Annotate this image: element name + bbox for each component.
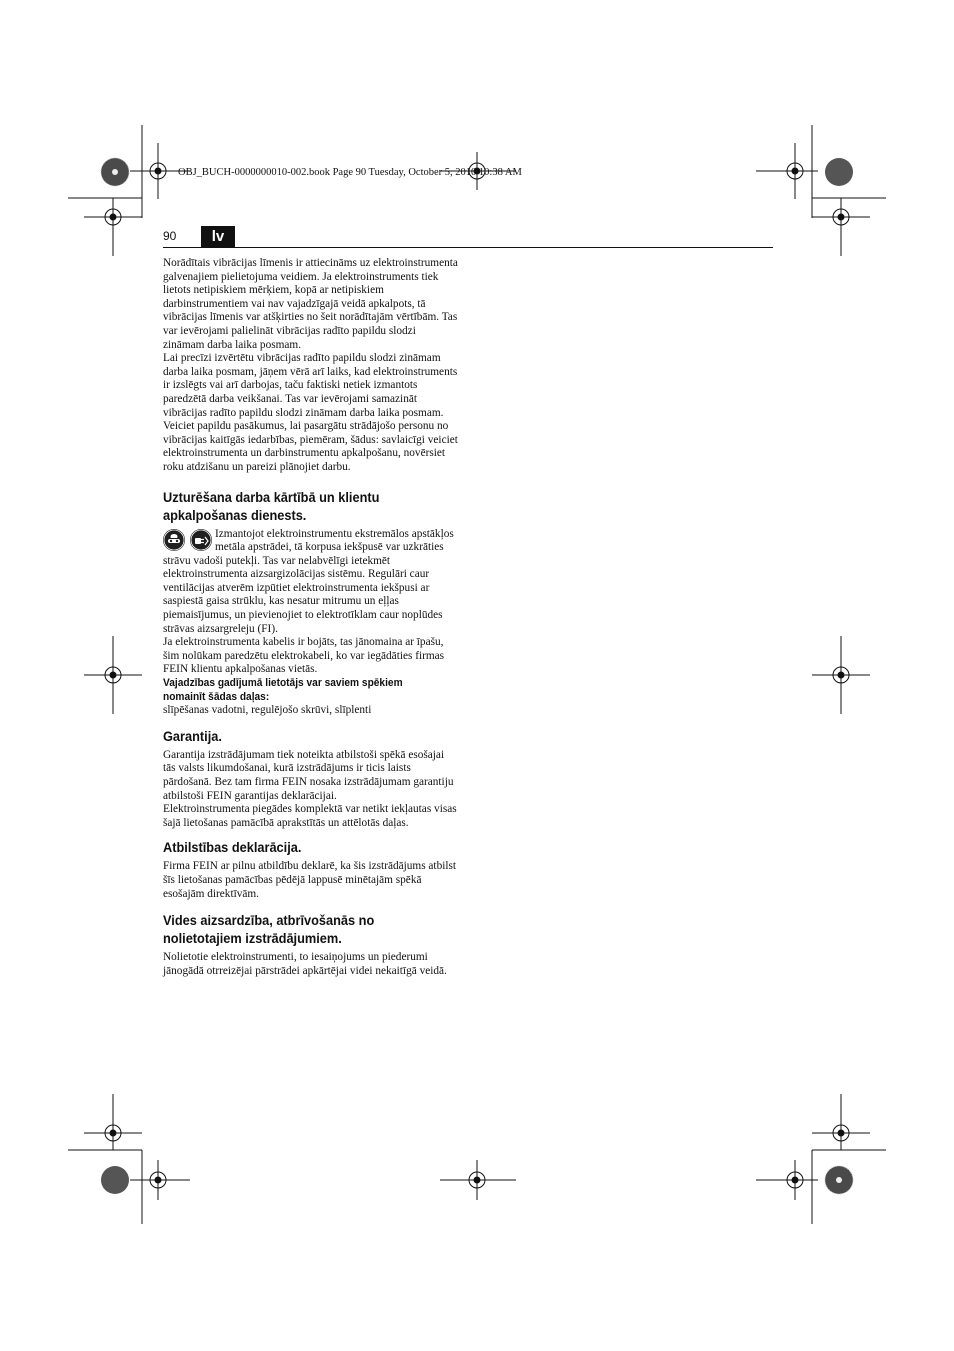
cable-paragraph: Ja elektroinstrumenta kabelis ir bojāts, tas jānomaina ar īpašu, šim nolūkam paredzētu elektrokabeli, ko var iegādāties firmas FEIN klientu apkalpošanas vietās. <box>163 636 445 676</box>
page-number: 90 <box>163 229 177 243</box>
maintenance-warning-block <box>163 528 459 637</box>
mains-plug-icon <box>190 529 212 551</box>
warranty-heading: Garantija. <box>163 728 222 745</box>
maintenance-heading-continued: apkalpošanas dienests. <box>163 507 307 524</box>
registration-target-icon <box>812 198 870 256</box>
language-tab: lv <box>201 226 235 247</box>
registration-target-icon <box>84 198 142 256</box>
conformity-paragraph: Firma FEIN ar pilnu atbildību deklarē, ka šis izstrādājums atbilst šīs lietošanas pamācības pēdējā lappusē minētajām spēkā esošajām direktīvām. <box>163 860 457 900</box>
density-mark-icon <box>101 158 129 186</box>
vibration-paragraph: Lai precīzi izvērtētu vibrācijas radīto papildu slodzi zināmam darba laika posmam, jāņem vērā arī laiks, kad elektroinstruments ir izslēgts vai arī darbojas, taču faktiski netiek izmantots paredzētā darba veikšanai. Tas var ievērojami samazināt vibrācijas radīto papildu slodzi zināmam darba laika posmam. <box>163 352 458 419</box>
environment-paragraph: Nolietotie elektroinstrumenti, to iesaiņojums un piederumi jānogādā otrreizējai pārstrādei apkārtējai videi nekaitīgā veidā. <box>163 951 447 977</box>
vibration-paragraph: Veiciet papildu pasākumus, lai pasargātu strādājošo personu no vibrācijas kaitīgās iedarbības, piemēram, šādus: savlaicīgi veiciet elektroinstrumenta un darbinstrumentu apkalpošanu, novērsiet roku atdzišanu un pareizi plānojiet darbu. <box>163 420 458 473</box>
replaceable-parts-note-continued: nomainīt šādas daļas: <box>163 690 270 703</box>
warranty-paragraph: Elektroinstrumenta piegādes komplektā var netikt iekļautas visas šajā lietošanas pamācībā aprakstītās un attēlotās daļas. <box>163 803 457 829</box>
replaceable-parts-note: Vajadzības gadījumā lietotājs var saviem spēkiem <box>163 677 403 690</box>
header-rule <box>163 247 773 248</box>
conformity-heading: Atbilstības deklarācija. <box>163 840 302 857</box>
vibration-paragraph: Norādītais vibrācijas līmenis ir attiecināms uz elektroinstrumenta galvenajiem pielietojuma veidiem. Ja elektroinstruments tiek lietots netipiskiem mērķiem, kopā ar netipiskiem darbinstrumentiem vai nav vajadzīgajā veidā apkalpots, tā vibrācijas līmenis var atšķirties no šeit norādītajām vērtībām. Tas var ievērojami palielināt vibrācijas radīto papildu slodzi zināmam darba laika posmam. <box>163 257 458 351</box>
registration-target-icon <box>756 1160 818 1200</box>
replaceable-parts-list: slīpēšanas vadotni, regulējošo skrūvi, slīplenti <box>163 704 372 717</box>
registration-target-icon <box>756 143 818 199</box>
registration-target-icon <box>84 1094 142 1150</box>
environment-heading: Vides aizsardzība, atbrīvošanās no <box>163 913 375 930</box>
maintenance-heading: Uzturēšana darba kārtībā un klientu <box>163 489 380 506</box>
text-column <box>163 257 459 978</box>
warning-icons <box>163 529 215 553</box>
registration-target-icon <box>812 1094 870 1150</box>
print-job-header: OBJ_BUCH-0000000010-002.book Page 90 Tuesday, October 5, 2010 10:38 AM <box>178 167 522 178</box>
density-mark-icon <box>825 1166 853 1194</box>
density-mark-icon <box>101 1166 129 1194</box>
environment-heading-continued: nolietotajiem izstrādājumiem. <box>163 931 342 948</box>
warranty-paragraph: Garantija izstrādājumam tiek noteikta atbilstoši spēkā esošajai tās valsts likumdošanai, kurā izstrādājums ir ticis laists pārdošanā. Bez tam firma FEIN nosaka izstrādājumam garantiju atbilstoši FEIN garantijas deklarācijai. <box>163 748 454 802</box>
safety-goggles-icon <box>163 529 185 551</box>
density-mark-icon <box>825 158 853 186</box>
maintenance-paragraph: Izmantojot elektroinstrumentu ekstremālos apstākļos metāla apstrādei, tā korpusa iekšpusē var uzkrāties strāvu vadoši putekļi. Tas var nelabvēlīgi ietekmēt elektroinstrumenta aizsargizolācijas sistēmu. Regulāri caur ventilācijas atverēm izpūtiet elektroinstrumenta iekšpusi ar saspiestā gaisa strūklu, kas nesatur mitrumu un eļļas piemaisījumus, un pievienojiet to elektrotīklam caur noplūdes strāvas aizsargreleju (FI). <box>163 527 454 635</box>
